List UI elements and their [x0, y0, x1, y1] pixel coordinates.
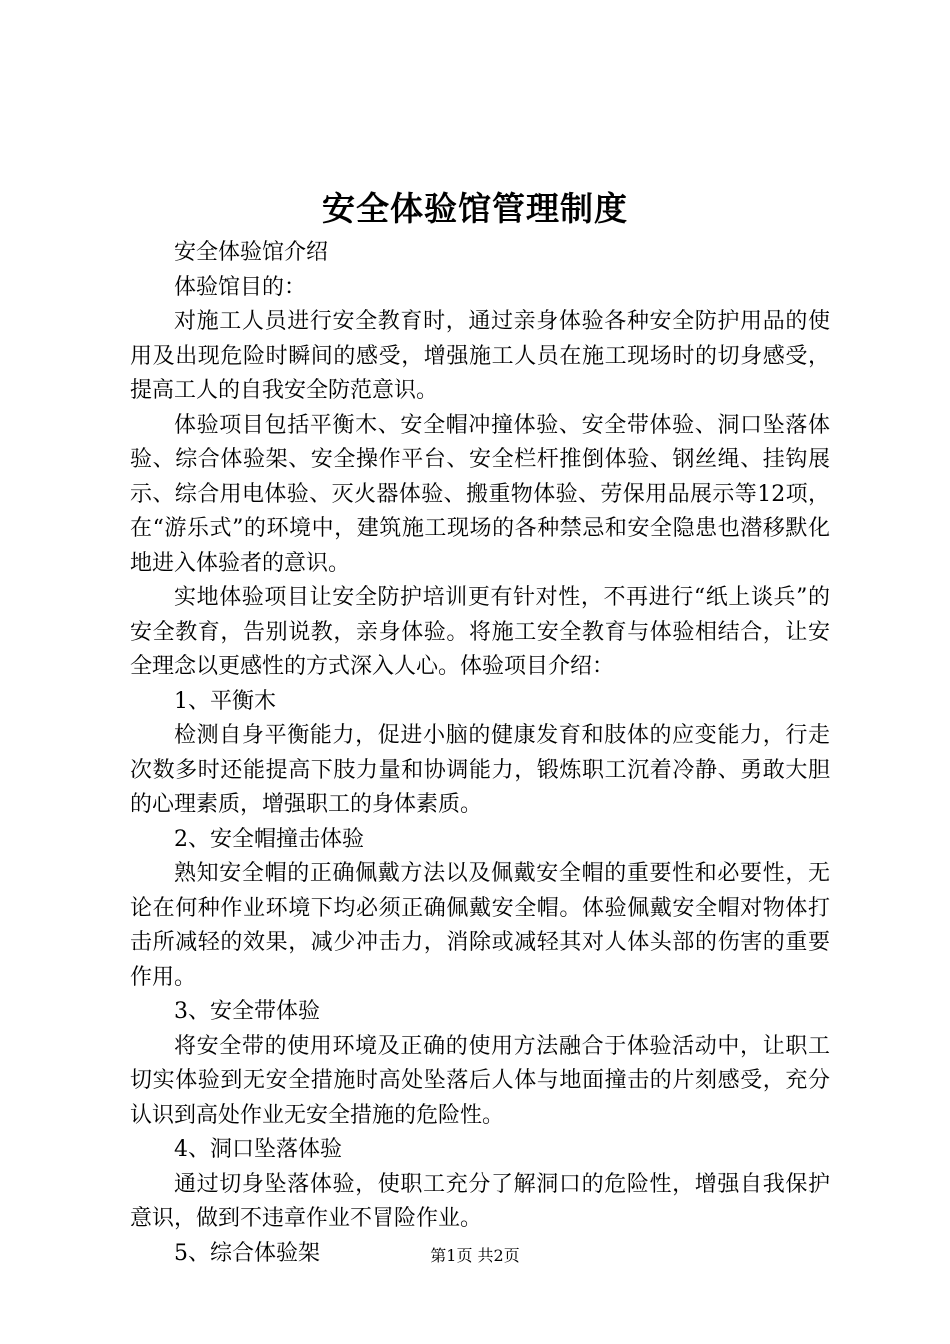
practice-paragraph: 实地体验项目让安全防护培训更有针对性，不再进行“纸上谈兵”的安全教育，告别说教，亲身体验。将施工安全教育与体验相结合，让安全理念以更感性的方式深入人心。体验项目介绍：	[130, 585, 830, 679]
items-paragraph: 体验项目包括平衡木、安全帽冲撞体验、安全带体验、洞口坠落体验、综合体验架、安全操作平台、安全栏杆推倒体验、钢丝绳、挂钩展示、综合用电体验、灭火器体验、搬重物体验、劳保用品展示等12项，在“游乐式”的环境中，建筑施工现场的各种禁忌和安全隐患也潜移默化地进入体验者的意识。	[130, 412, 830, 576]
item-desc-helmet: 熟知安全帽的正确佩戴方法以及佩戴安全帽的重要性和必要性，无论在何种作业环境下均必须正确佩戴安全帽。体验佩戴安全帽对物体打击所减轻的效果，减少冲击力，消除或减轻其对人体头部的伤害的重要作用。	[130, 861, 830, 990]
section-intro-heading: 安全体验馆介绍	[174, 240, 329, 265]
item-heading-helmet: 2、安全帽撞击体验	[174, 826, 364, 852]
item-desc-safety-belt: 将安全带的使用环境及正确的使用方法融合于体验活动中，让职工切实体验到无安全措施时高处坠落后人体与地面撞击的片刻感受，充分认识到高处作业无安全措施的危险性。	[130, 1033, 830, 1128]
document-body	[130, 236, 830, 1271]
document-title: 安全体验馆管理制度	[322, 189, 628, 228]
item-heading-balance-beam: 1、平衡木	[174, 688, 276, 714]
page-footer: 第1页 共2页	[430, 1246, 520, 1265]
purpose-heading: 体验馆目的：	[174, 274, 307, 300]
item-desc-balance-beam: 检测自身平衡能力，促进小脑的健康发育和肢体的应变能力，行走次数多时还能提高下肢力量和协调能力，锻炼职工沉着冷静、勇敢大胆的心理素质，增强职工的身体素质。	[130, 723, 830, 817]
item-heading-safety-belt: 3、安全带体验	[174, 999, 320, 1024]
item-heading-comprehensive-rack: 5、综合体验架	[174, 1240, 320, 1266]
purpose-paragraph: 对施工人员进行安全教育时，通过亲身体验各种安全防护用品的使用及出现危险时瞬间的感受，增强施工人员在施工现场时的切身感受，提高工人的自我安全防范意识。	[130, 309, 830, 403]
item-heading-hole-fall: 4、洞口坠落体验	[174, 1137, 342, 1162]
item-desc-hole-fall: 通过切身坠落体验，使职工充分了解洞口的危险性，增强自我保护意识，做到不违章作业不冒险作业。	[130, 1171, 830, 1231]
